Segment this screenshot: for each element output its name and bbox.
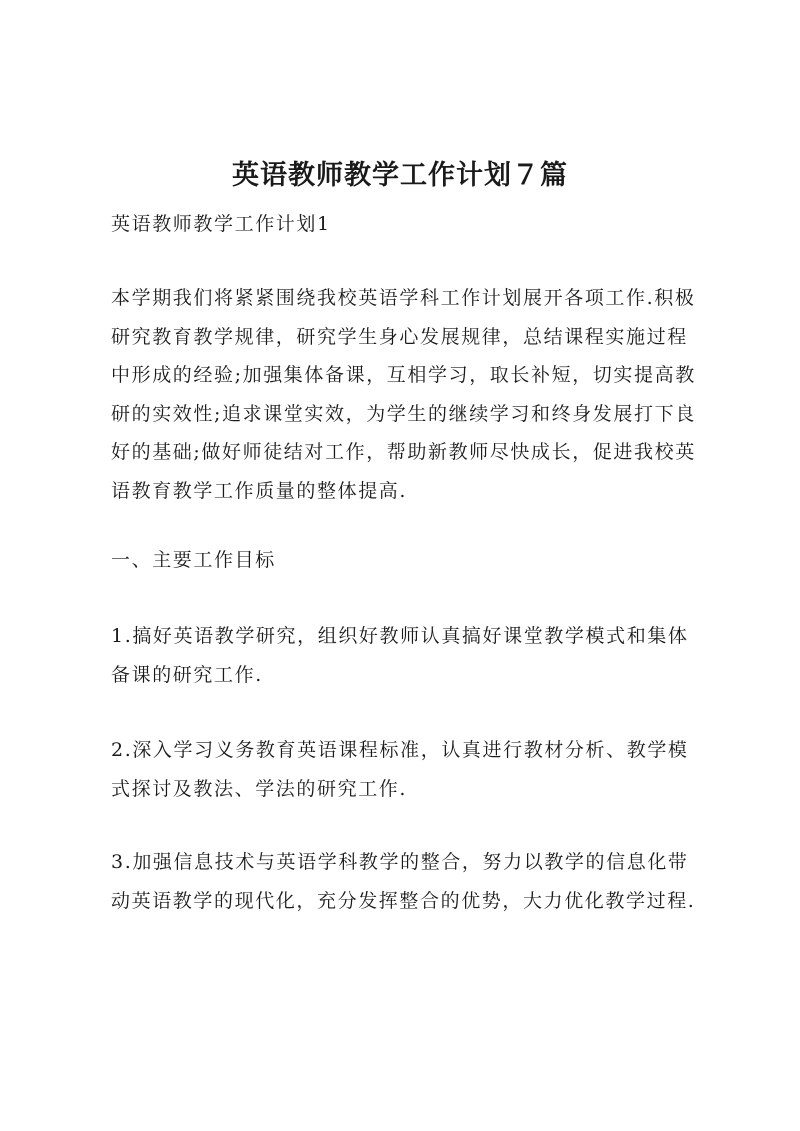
goal-item-2: 2.深入学习义务教育英语课程标准，认真进行教材分析、教学模式探讨及教法、学法的研究工作. [111,739,689,800]
section-subtitle: 英语教师教学工作计划1 [111,213,331,235]
intro-paragraph: 本学期我们将紧紧围绕我校英语学科工作计划展开各项工作.积极研究教育教学规律，研究学生身心发展规律，总结课程实施过程中形成的经验;加强集体备课，互相学习，取长补短，切实提高教研的实效性;追求课堂实效，为学生的继续学习和终身发展打下良好的基础;做好师徒结对工作，帮助新教师尽快成长，促进我校英语教育教学工作质量的整体提高. [111,287,696,502]
goal-item-1: 1.搞好英语教学研究，组织好教师认真搞好课堂教学模式和集体备课的研究工作. [111,625,689,686]
section-heading: 一、主要工作目标 [111,549,276,571]
document-title: 英语教师教学工作计划７篇 [232,160,568,191]
goal-item-3: 3.加强信息技术与英语学科教学的整合，努力以教学的信息化带动英语教学的现代化，充分发挥整合的优势，大力优化教学过程. [111,851,696,912]
